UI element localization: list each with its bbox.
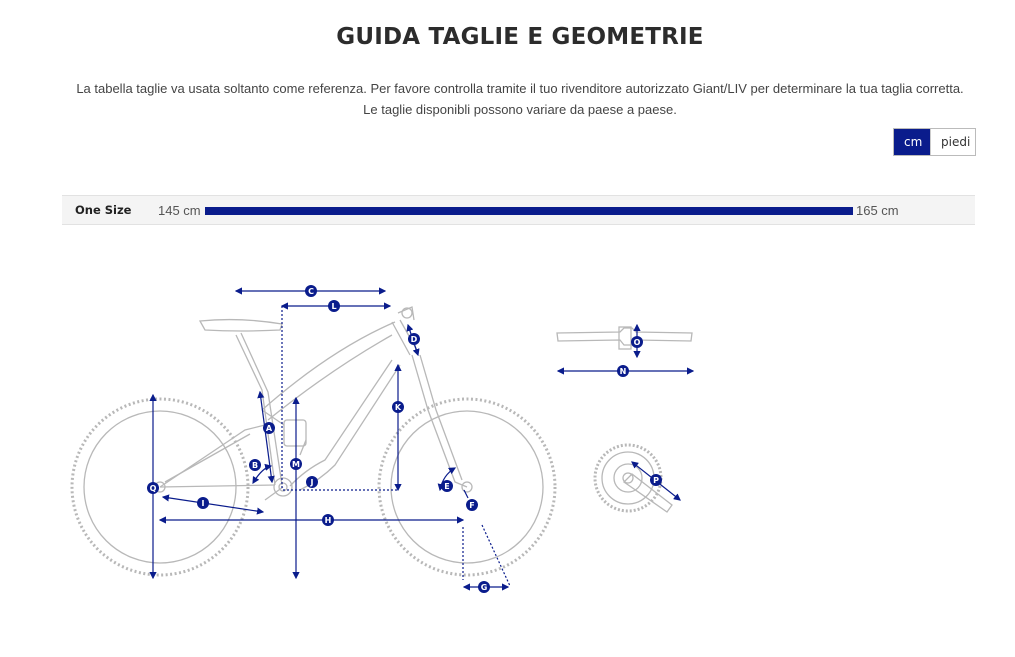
unit-feet-button[interactable]: piedi xyxy=(930,129,975,155)
label-l xyxy=(328,300,340,312)
page-title: GUIDA TAGLIE E GEOMETRIE xyxy=(336,24,704,50)
label-i xyxy=(197,497,209,509)
handlebar-illustration xyxy=(557,327,692,349)
label-j xyxy=(306,476,318,488)
svg-text:G: G xyxy=(480,583,488,592)
label-m xyxy=(290,458,302,470)
label-e xyxy=(441,480,453,492)
svg-text:I: I xyxy=(201,499,205,508)
svg-text:K: K xyxy=(394,403,402,412)
svg-text:E: E xyxy=(444,482,450,491)
label-a xyxy=(263,422,275,434)
size-guide-note: La tabella taglie va usata soltanto come referenza. Per favore controlla tramite il tuo rivenditore autorizzato Giant/LIV per determinare la tua taglia corretta. Le taglie disponibli possono variare da paese a paese. xyxy=(76,81,964,117)
size-label: One Size xyxy=(75,203,132,217)
label-b xyxy=(249,459,261,471)
label-k xyxy=(392,401,404,413)
svg-text:F: F xyxy=(469,501,475,510)
svg-text:H: H xyxy=(324,516,332,525)
label-d xyxy=(408,333,420,345)
label-q xyxy=(147,482,159,494)
svg-text:Q: Q xyxy=(149,484,157,493)
svg-text:C: C xyxy=(308,287,314,296)
svg-text:A: A xyxy=(265,424,273,433)
label-g xyxy=(478,581,490,593)
svg-text:M: M xyxy=(292,460,300,469)
label-c xyxy=(305,285,317,297)
svg-text:D: D xyxy=(410,335,418,344)
svg-text:N: N xyxy=(619,367,627,376)
label-h xyxy=(322,514,334,526)
size-max-height: 165 cm xyxy=(856,203,899,218)
svg-text:B: B xyxy=(251,461,259,470)
size-min-height: 145 cm xyxy=(158,203,201,218)
label-n xyxy=(617,365,629,377)
label-f xyxy=(466,499,478,511)
svg-text:O: O xyxy=(633,338,641,347)
svg-text:L: L xyxy=(331,302,337,311)
label-o xyxy=(631,336,643,348)
svg-text:P: P xyxy=(653,476,659,485)
bike-illustration xyxy=(72,307,555,575)
unit-cm-button[interactable]: cm xyxy=(894,129,930,155)
label-p xyxy=(650,474,662,486)
svg-text:J: J xyxy=(310,478,314,487)
